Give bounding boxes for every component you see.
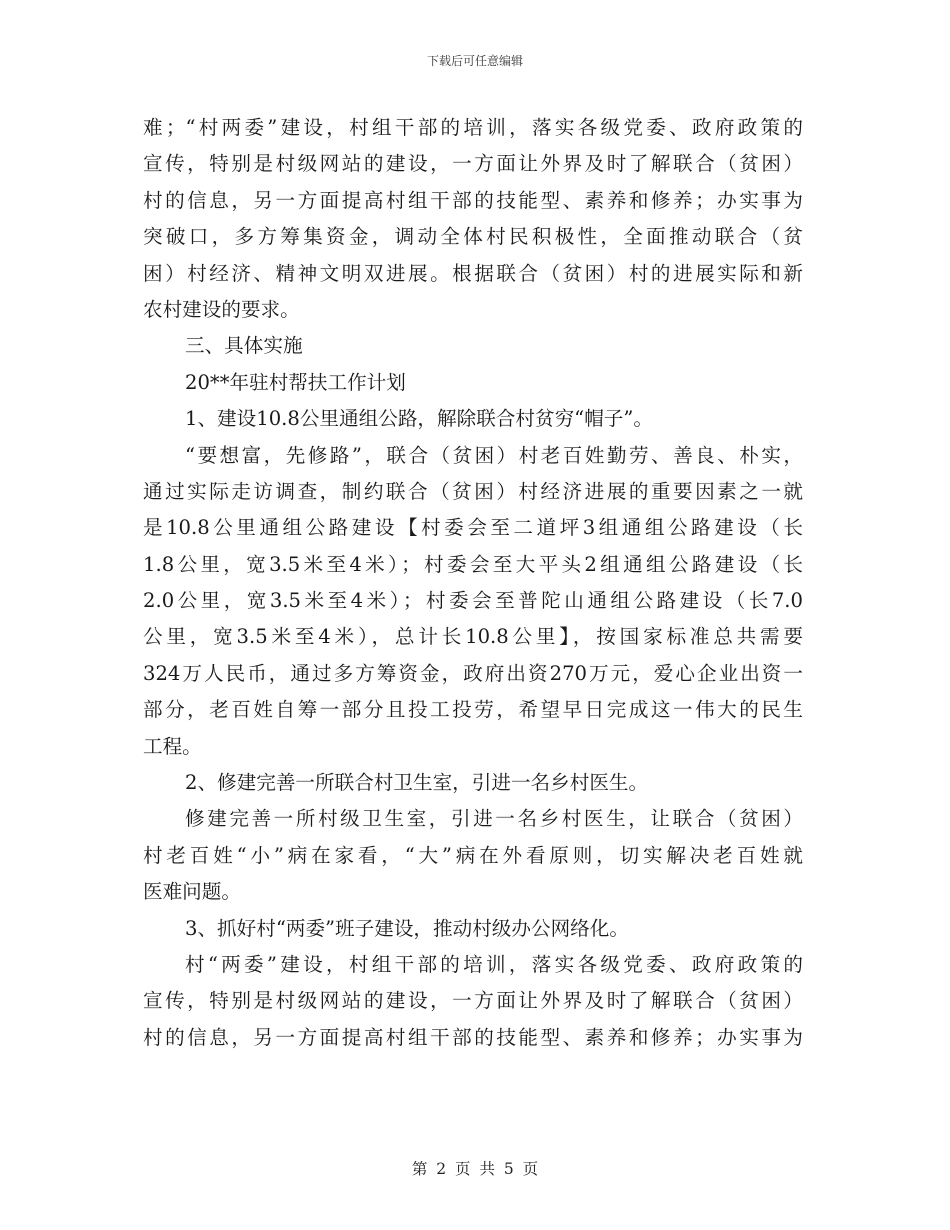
text-line: 部分，老百姓自筹一部分且投工投劳，希望早日完成这一伟大的民生	[143, 698, 803, 722]
text-line: 修建完善一所村级卫生室，引进一名乡村医生，让联合（贫困）	[185, 807, 803, 831]
text-line: 324万人民币，通过多方筹资金，政府出资270万元，爱心企业出资一	[143, 661, 803, 685]
text-line: 难；“村两委”建设，村组干部的培训，落实各级党委、政府政策的	[143, 116, 803, 139]
page-header: 下载后可任意编辑	[426, 54, 523, 68]
text-line: 农村建设的要求。	[143, 297, 300, 321]
text-line: 医难问题。	[143, 880, 241, 904]
text-line: 工程。	[143, 734, 202, 758]
text-line: 1.8公里，宽3.5米至4米）；村委会至大平头2组通组公路建设（长	[143, 552, 803, 576]
text-line: 是10.8公里通组公路建设【村委会至二道坪3组通组公路建设（长	[143, 516, 803, 540]
document-body	[143, 110, 803, 1056]
text-line: 村的信息，另一方面提高村组干部的技能型、素养和修养；办实事为	[143, 188, 803, 212]
text-line: 通过实际走访调查，制约联合（贫困）村经济进展的重要因素之一就	[143, 479, 803, 503]
text-line: 村老百姓“小”病在家看，“大”病在外看原则，切实解决老百姓就	[143, 843, 803, 867]
text-line: 2.0公里，宽3.5米至4米）；村委会至普陀山通组公路建设（长7.0	[143, 589, 803, 613]
text-line: 村“两委”建设，村组干部的培训，落实各级党委、政府政策的	[185, 952, 803, 976]
text-line: 突破口，多方筹集资金，调动全体村民积极性，全面推动联合（贫	[143, 225, 803, 249]
text-line: 公里，宽3.5米至4米），总计长10.8公里】，按国家标准总共需要	[143, 625, 803, 649]
text-line: 困）村经济、精神文明双进展。根据联合（贫困）村的进展实际和新	[143, 261, 803, 285]
text-line: 20**年驻村帮扶工作计划	[185, 370, 406, 394]
text-line: 三、具体实施	[185, 334, 303, 358]
text-line: 1、建设10.8公里通组公路，解除联合村贫穷“帽子”。	[185, 407, 654, 431]
text-line: “要想富，先修路”，联合（贫困）村老百姓勤劳、善良、朴实，	[185, 443, 803, 467]
page-number-footer: 第 2 页 共 5 页	[411, 1160, 539, 1178]
text-line: 村的信息，另一方面提高村组干部的技能型、素养和修养；办实事为	[143, 1025, 803, 1049]
text-line: 宣传，特别是村级网站的建设，一方面让外界及时了解联合（贫困）	[143, 989, 803, 1013]
text-line: 3、抓好村“两委”班子建设，推动村级办公网络化。	[185, 916, 629, 940]
text-line: 2、修建完善一所联合村卫生室，引进一名乡村医生。	[185, 771, 649, 795]
text-line: 宣传，特别是村级网站的建设，一方面让外界及时了解联合（贫困）	[143, 152, 803, 176]
